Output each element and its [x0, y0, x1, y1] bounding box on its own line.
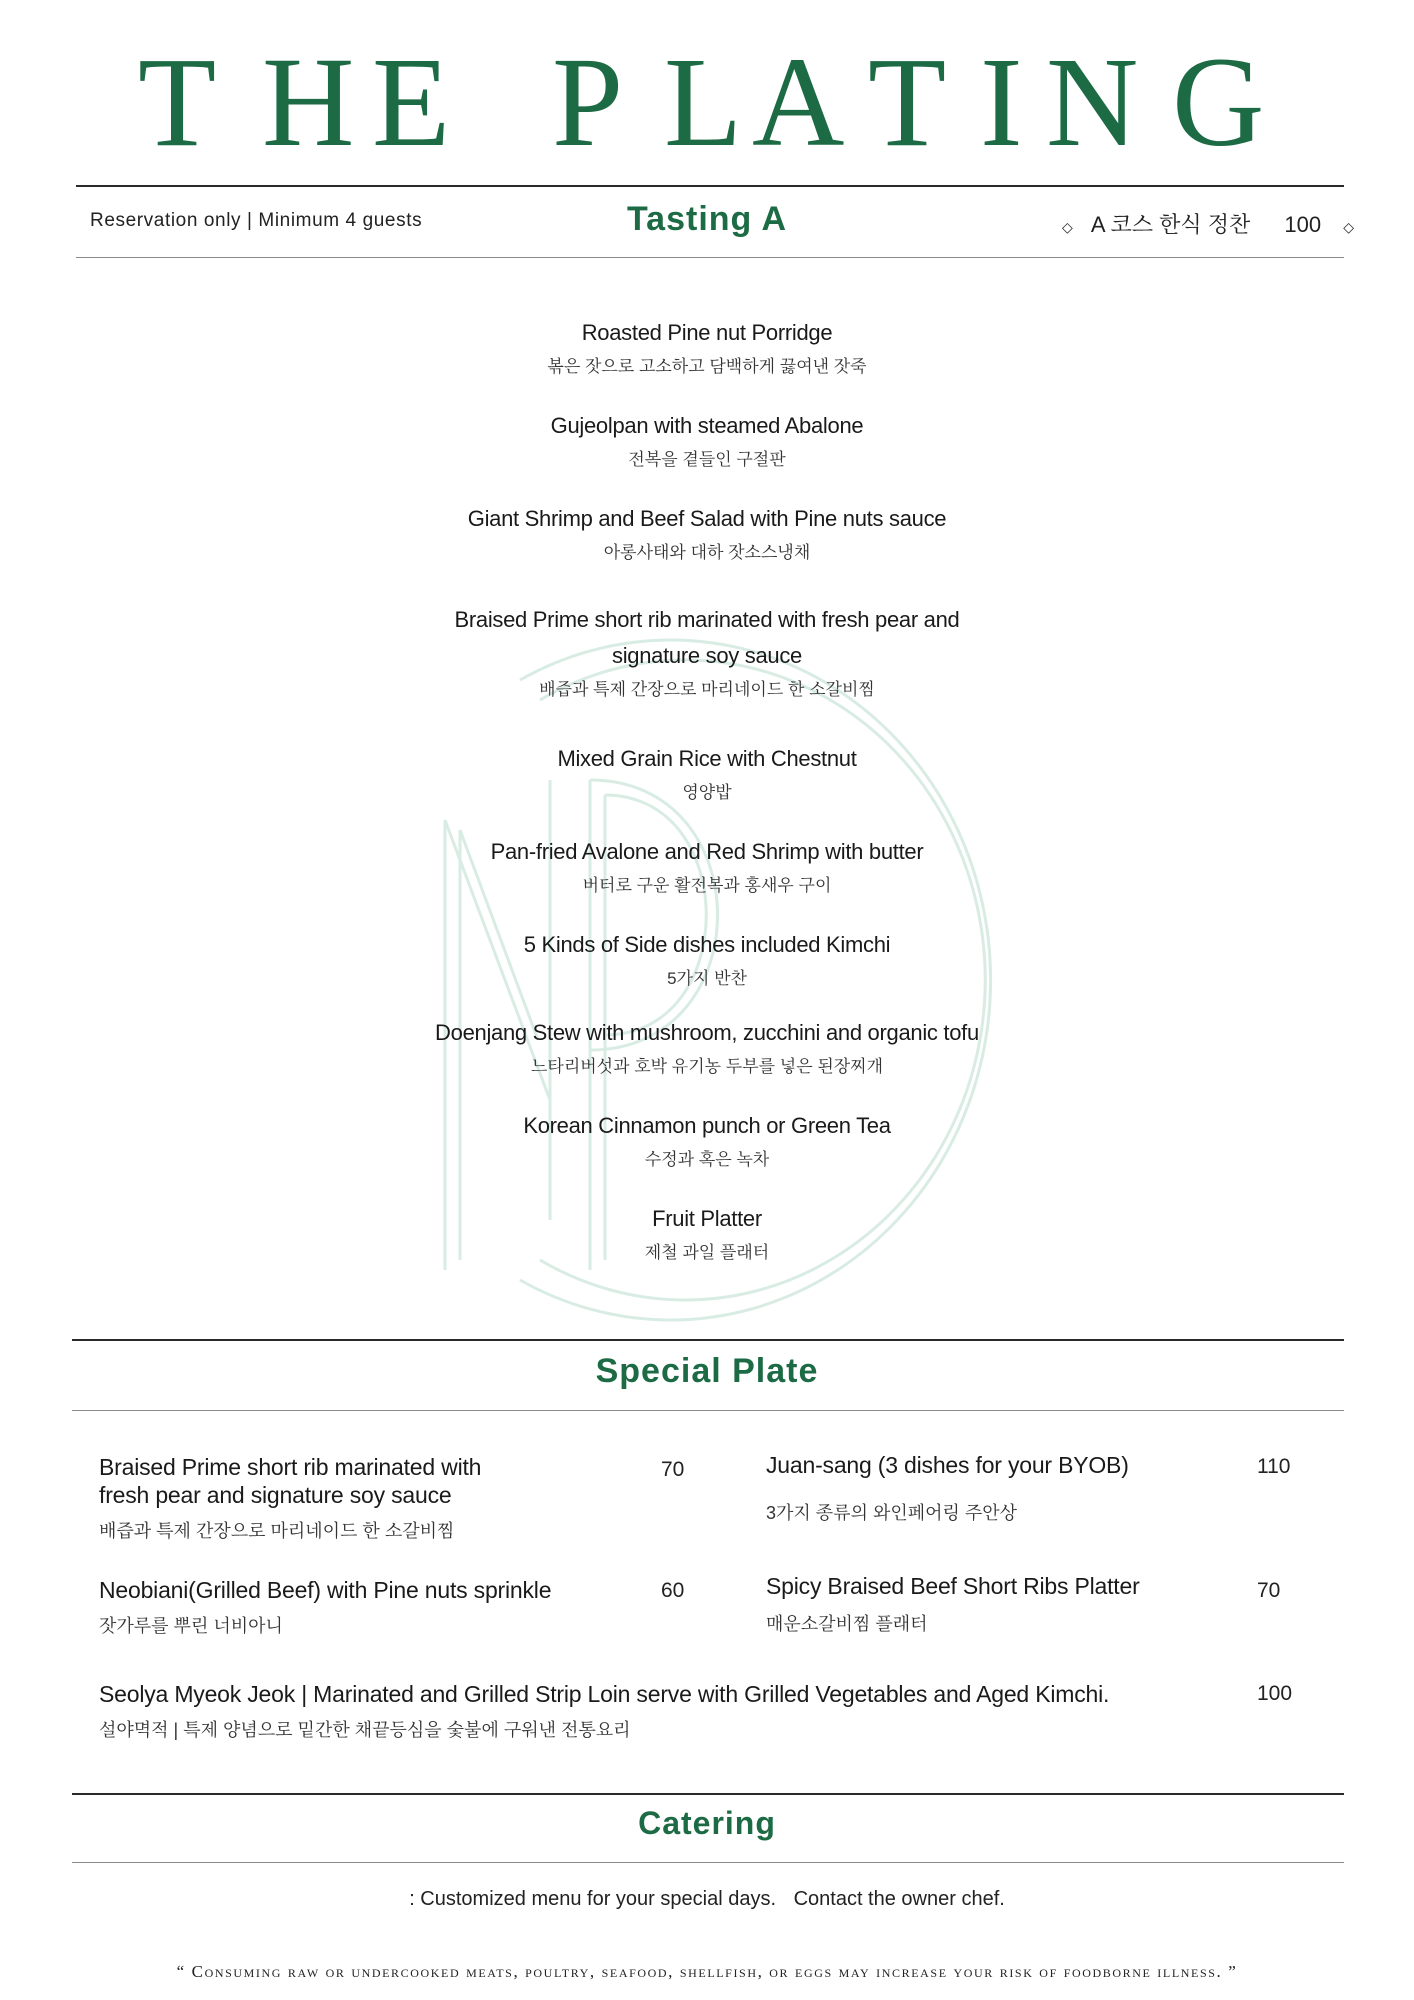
special-item-korean: 3가지 종류의 와인페어링 주안상 [766, 1503, 1018, 1523]
dish-name: Gujeolpan with steamed Abalone [550, 413, 864, 438]
dish-korean: 배즙과 특제 간장으로 마리네이드 한 소갈비찜 [539, 680, 875, 699]
title-letter: N [1046, 31, 1139, 173]
course-price: 100 [1284, 212, 1322, 237]
special-item [99, 1576, 659, 1638]
tasting-item [300, 602, 1114, 704]
catering-note [0, 1888, 1414, 1911]
tasting-item [300, 741, 1114, 807]
special-item [766, 1572, 1226, 1636]
special-item-price: 60 [661, 1579, 685, 1602]
dish-korean: 볶은 잣으로 고소하고 담백하게 끓여낸 잣죽 [547, 357, 867, 376]
special-item-name: Braised Prime short rib marinated with [99, 1454, 482, 1480]
special-item-korean: 배즙과 특제 간장으로 마리네이드 한 소갈비찜 [99, 1521, 455, 1541]
header-top-rule [76, 185, 1344, 187]
disclaimer-text: Consuming raw or undercooked meats, poultry, seafood, shellfish, or eggs may increase your risk of foodborne illness. [191, 1962, 1223, 1981]
close-quote: ” [1228, 1962, 1238, 1981]
dish-korean: 느타리버섯과 호박 유기농 두부를 넣은 된장찌개 [530, 1057, 884, 1076]
special-item-korean: 잣가루를 뿌린 너비아니 [99, 1616, 283, 1636]
tasting-item [300, 834, 1114, 900]
tasting-item [300, 1015, 1114, 1081]
dish-name: Braised Prime short rib marinated with fresh pear and [454, 607, 960, 632]
tasting-item [300, 408, 1114, 474]
special-item-price: 110 [1257, 1455, 1291, 1478]
dish-korean: 5가지 반찬 [667, 969, 747, 988]
tasting-item [300, 315, 1114, 381]
title-letter: I [980, 31, 1023, 173]
special-top-rule [72, 1339, 1344, 1341]
special-item-name: Juan-sang (3 dishes for your BYOB) [766, 1452, 1129, 1478]
special-item-korean: 설야멱적 | 특제 양념으로 밑간한 채끝등심을 숯불에 구워낸 전통요리 [99, 1720, 631, 1740]
title-letter: T [868, 31, 947, 173]
special-item-name-line2: fresh pear and signature soy sauce [99, 1482, 452, 1508]
reservation-note: Reservation only | Minimum 4 guests [90, 210, 423, 231]
dish-korean: 아롱사태와 대하 잣소스냉채 [603, 543, 811, 562]
catering-title: Catering [638, 1805, 776, 1841]
food-safety-disclaimer [0, 1962, 1414, 1982]
special-item [99, 1453, 579, 1543]
special-item-price: 70 [1257, 1579, 1281, 1602]
dish-korean: 영양밥 [682, 783, 732, 802]
dish-korean: 수정과 혹은 녹차 [644, 1150, 770, 1169]
tasting-item [300, 927, 1114, 993]
course-price-line [1062, 208, 1354, 239]
special-item [99, 1680, 1239, 1742]
special-item-price: 100 [1257, 1682, 1293, 1705]
title-letter: L [664, 31, 743, 173]
special-item-name: Seolya Myeok Jeok | Marinated and Grilled Strip Loin serve with Grilled Vegetables and Aged Kimchi. [99, 1681, 1110, 1707]
special-title: Special Plate [595, 1352, 819, 1390]
tasting-item [300, 1108, 1114, 1174]
dish-name: Korean Cinnamon punch or Green Tea [523, 1113, 891, 1138]
title-letter: H [262, 31, 355, 173]
diamond-icon: ◇ [1343, 219, 1354, 235]
special-item-korean: 매운소갈비찜 플래터 [766, 1614, 928, 1634]
dish-name-line2: signature soy sauce [612, 643, 802, 668]
tasting-item [300, 501, 1114, 567]
dish-name: Fruit Platter [652, 1206, 762, 1231]
dish-name: Doenjang Stew with mushroom, zucchini and organic tofu [435, 1020, 979, 1045]
dish-name: Pan-fried Avalone and Red Shrimp with butter [490, 839, 924, 864]
title-letter: P [552, 31, 624, 173]
dish-korean: 제철 과일 플래터 [644, 1243, 770, 1262]
special-bottom-rule [72, 1410, 1344, 1411]
tasting-item [300, 1201, 1114, 1267]
catering-bottom-rule [72, 1862, 1344, 1863]
title-letter: E [372, 31, 451, 173]
header-bottom-rule [76, 257, 1344, 258]
title-letter: T [138, 31, 217, 173]
title-letter: A [752, 31, 845, 173]
course-label: A 코스 한식 정찬 [1090, 212, 1251, 237]
dish-name: Giant Shrimp and Beef Salad with Pine nuts sauce [467, 506, 947, 531]
special-item-price: 70 [661, 1458, 685, 1481]
catering-note-text: : Customized menu for your special days. [409, 1888, 777, 1910]
dish-korean: 전복을 곁들인 구절판 [628, 450, 786, 469]
diamond-icon: ◇ [1062, 219, 1073, 235]
dish-name: Roasted Pine nut Porridge [581, 320, 833, 345]
special-item-name: Spicy Braised Beef Short Ribs Platter [766, 1573, 1140, 1599]
special-item-name: Neobiani(Grilled Beef) with Pine nuts sprinkle [99, 1577, 552, 1603]
title-letter: G [1172, 31, 1265, 173]
dish-korean: 버터로 구운 활전복과 홍새우 구이 [582, 876, 832, 895]
dish-name: 5 Kinds of Side dishes included Kimchi [523, 932, 891, 957]
special-item [766, 1451, 1226, 1525]
catering-top-rule [72, 1793, 1344, 1795]
catering-contact-text: Contact the owner chef. [793, 1888, 1005, 1910]
open-quote: “ [176, 1962, 186, 1981]
tasting-title: Tasting A [626, 200, 788, 238]
dish-name: Mixed Grain Rice with Chestnut [557, 746, 857, 771]
